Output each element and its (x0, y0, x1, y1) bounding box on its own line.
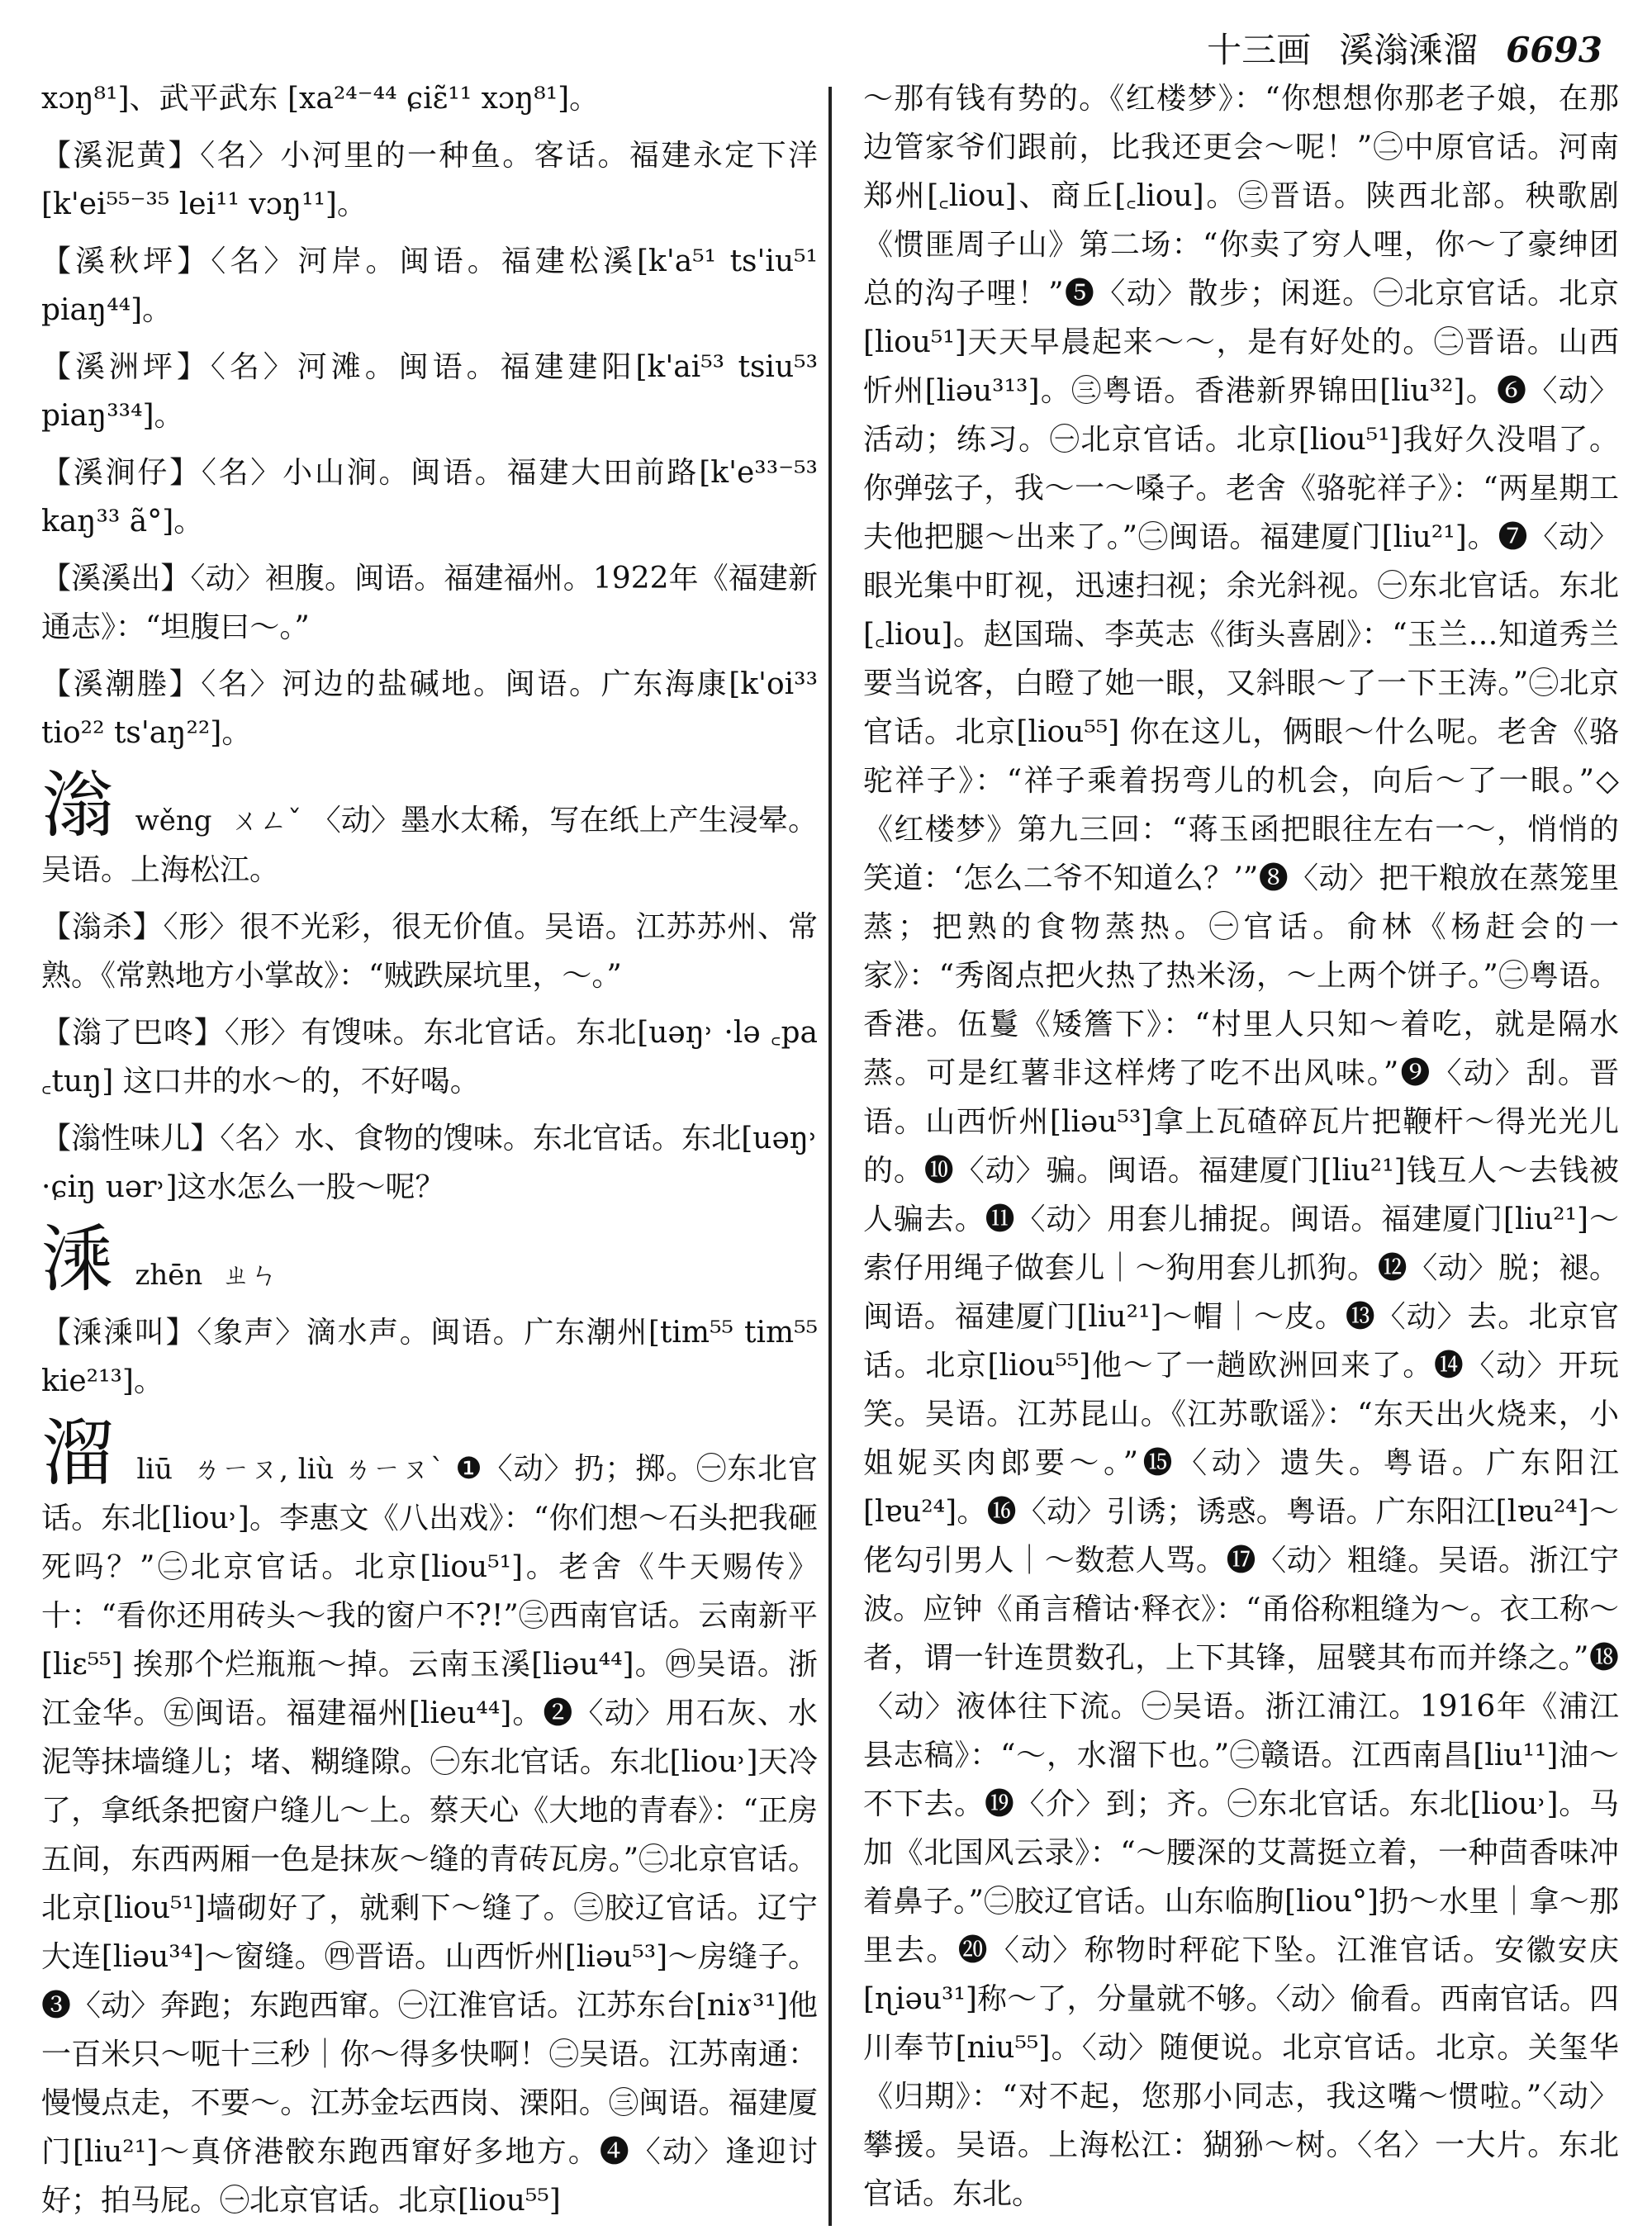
entry-paragraph: 【溪秋坪】〈名〉河岸。闽语。福建松溪[k'a⁵¹ ts'iu⁵¹ piaŋ⁴⁴]。 (41, 244, 818, 327)
headword-pinyin: wěng (135, 804, 212, 837)
headword-pinyin: zhēn (135, 1259, 203, 1292)
headword-char: 溗 (41, 1217, 115, 1302)
page-number: 6693 (1506, 30, 1602, 70)
headword-entry (41, 1217, 818, 1302)
headword-entry (41, 1411, 818, 2222)
right-column (863, 74, 1619, 2222)
column-divider (828, 87, 832, 2226)
headword-definition: 〈动〉墨水太稀，写在纸上产生浸晕。吴语。上海松江。 (41, 804, 818, 887)
entry-paragraph: 【滃杀】〈形〉很不光彩，很无价值。吴语。江苏苏州、常熟。《常熟地方小掌故》：“贼跌屎坑里，～。” (41, 910, 818, 993)
headword-definition: ❶〈动〉扔；掷。㊀东北官话。东北[liou˒]。李惠文《八出戏》：“你们想～石头把我砸死吗？”㊁北京官话。北京[liou⁵¹]。老舍《牛天赐传》十：“看你还用砖头～我的窗户不?!”㊂西南官话。云南新平[liɛ⁵⁵] 挨那个烂瓶瓶～掉。云南玉溪[liəu⁴⁴]。㊃吴语。浙江金华。㊄闽语。福建福州[lieu⁴⁴]。❷〈动〉用石灰、水泥等抹墙缝儿；堵、糊缝隙。㊀东北官话。东北[liou˒]天冷了，拿纸条把窗户缝儿～上。蔡天心《大地的青春》：“正房五间，东西两厢一色是抹灰～缝的青砖瓦房。”㊁北京官话。北京[liou⁵¹]墙砌好了，就剩下～缝了。㊂胶辽官话。辽宁大连[liəu³⁴]～窗缝。㊃晋语。山西忻州[liəu⁵³]～房缝子。❸〈动〉奔跑；东跑西窜。㊀江淮官话。江苏东台[niɤ³¹]他一百米只～呃十三秒｜你～得多快啊！㊁吴语。江苏南通：慢慢点走，不要～。江苏金坛西岗、溧阳。㊂闽语。福建厦门[liu²¹]～真侪港骹东跑西窜好多地方。❹〈动〉逢迎讨好；拍马屁。㊀北京官话。北京[liou⁵⁵] (41, 1452, 818, 2218)
headword-char: 溜 (41, 1411, 115, 1496)
headword-zhuyin: ㄨㄥˇ (231, 804, 302, 837)
entry-paragraph: xɔŋ⁸¹]、武平武东 [xa²⁴⁻⁴⁴ ɕiɛ̃¹¹ xɔŋ⁸¹]。 (41, 82, 600, 116)
entry-paragraph: 【溗溗叫】〈象声〉滴水声。闽语。广东潮州[tim⁵⁵ tim⁵⁵ kie²¹³]。 (41, 1316, 818, 1398)
left-column (41, 74, 818, 2222)
headword-pinyin: liū (136, 1453, 173, 1486)
running-head (1173, 23, 1602, 73)
headword-zhuyin: ㄓㄣ (221, 1259, 278, 1292)
headword-zhuyin: ㄌㄧㄡ, liù ㄌㄧㄡˋ (192, 1453, 445, 1486)
entry-paragraph: 【溪涧仔】〈名〉小山涧。闽语。福建大田前路[k'e³³⁻⁵³ kaŋ³³ ã°]。 (41, 456, 818, 539)
entry-paragraph: 【滃性味儿】〈名〉水、食物的馊味。东北官话。东北[uəŋ˒ ·ɕiŋ uər˒]这水怎么一股～呢？ (41, 1122, 818, 1204)
entry-paragraph: 【溪潮塍】〈名〉河边的盐碱地。闽语。广东海康[k'oi³³ tio²² ts'aŋ²²]。 (41, 667, 818, 750)
entry-paragraph: ～那有钱有势的。《红楼梦》：“你想想你那老子娘，在那边管家爷们跟前，比我还更会～呢！”㊁中原官话。河南郑州[꜀liou]、商丘[꜀liou]。㊂晋语。陕西北部。秧歌剧《惯匪周子山》第二场：“你卖了穷人哩，你～了豪绅团总的沟子哩！”❺〈动〉散步；闲逛。㊀北京官话。北京[liou⁵¹]天天早晨起来～～，是有好处的。㊁晋语。山西忻州[liəu³¹³]。㊂粤语。香港新界锦田[liu³²]。❻〈动〉活动；练习。㊀北京官话。北京[liou⁵¹]我好久没唱了。你弹弦子，我～一～嗓子。老舍《骆驼祥子》：“两星期工夫他把腿～出来了。”㊁闽语。福建厦门[liu²¹]。❼〈动〉眼光集中盯视，迅速扫视；余光斜视。㊀东北官话。东北[꜀liou]。赵国瑞、李英志《街头喜剧》：“玉兰…知道秀兰要当说客，白瞪了她一眼，又斜眼～了一下王涛。”㊁北京官话。北京[liou⁵⁵] 你在这儿，俩眼～什么呢。老舍《骆驼祥子》：“祥子乘着拐弯儿的机会，向后～了一眼。”◇《红楼梦》第九三回：“蒋玉函把眼往左右一～，悄悄的笑道：‘怎么二爷不知道么？’”❽〈动〉把干粮放在蒸笼里蒸；把熟的食物蒸热。㊀官话。俞林《杨赶会的一家》：“秀阁点把火热了热米汤，～上两个饼子。”㊁粤语。香港。伍鬘《矮簷下》：“村里人只知～着吃，就是隔水蒸。可是红薯非这样烤了吃不出风味。”❾〈动〉刮。晋语。山西忻州[liəu⁵³]拿上瓦碴碎瓦片把鞭杆～得光光儿的。❿〈动〉骗。闽语。福建厦门[liu²¹]钱互人～去钱被人骗去。⓫〈动〉用套儿捕捉。闽语。福建厦门[liu²¹]～索仔用绳子做套儿｜～狗用套儿抓狗。⓬〈动〉脱；褪。闽语。福建厦门[liu²¹]～帽｜～皮。⓭〈动〉去。北京官话。北京[liou⁵⁵]他～了一趟欧洲回来了。⓮〈动〉开玩笑。吴语。江苏昆山。《江苏歌谣》：“东天出火烧来，小姐妮买肉郎要～。”⓯〈动〉遗失。粤语。广东阳江[lɐu²⁴]。⓰〈动〉引诱；诱惑。粤语。广东阳江[lɐu²⁴]～佬勾引男人｜～数惹人骂。⓱〈动〉粗缝。吴语。浙江宁波。应钟《甬言稽诂·释衣》：“甬俗称粗缝为～。衣工称～者，谓一针连贯数孔，上下其锋，屈襞其布而并绦之。”⓲〈动〉液体往下流。㊀吴语。浙江浦江。1916年《浦江县志稿》：“～，水溜下也。”㊁赣语。江西南昌[liu¹¹]油～不下去。⓳〈介〉到；齐。㊀东北官话。东北[liou˒]。马加《北国风云录》：“～腰深的艾蒿挺立着，一种茴香味冲着鼻子。”㊁胶辽官话。山东临朐[liou°]扔～水里｜拿～那里去。⓴〈动〉称物时秤砣下坠。江淮官话。安徽安庆[ɳiəu³¹]称～了，分量就不够。〈动〉偷看。西南官话。四川奉节[niu⁵⁵]。〈动〉随便说。北京官话。北京。关玺华《归期》：“对不起，您那小同志，我这嘴～惯啦。”〈动〉攀援。吴语。上海松江：猢狲～树。〈名〉一大片。东北官话。东北。 (863, 82, 1619, 2211)
headword-char: 滃 (41, 762, 115, 847)
entry-paragraph: 【滃了巴咚】〈形〉有馊味。东北官话。东北[uəŋ˒ ·lə ꜀pa ꜀tuŋ] 这口井的水～的，不好喝。 (41, 1016, 818, 1098)
running-head-chars: 溪滃溗溜 (1339, 30, 1479, 70)
running-head-strokes: 十三画 (1207, 30, 1312, 70)
entry-paragraph: 【溪洲坪】〈名〉河滩。闽语。福建建阳[k'ai⁵³ tsiu⁵³ piaŋ³³⁴]。 (41, 350, 818, 433)
entry-paragraph: 【溪泥黄】〈名〉小河里的一种鱼。客话。福建永定下洋[k'ei⁵⁵⁻³⁵ lei¹¹ vɔŋ¹¹]。 (41, 139, 818, 221)
headword-entry (41, 762, 818, 894)
entry-paragraph: 【溪溪出】〈动〉袒腹。闽语。福建福州。1922年《福建新通志》：“坦腹曰～。” (41, 562, 818, 644)
